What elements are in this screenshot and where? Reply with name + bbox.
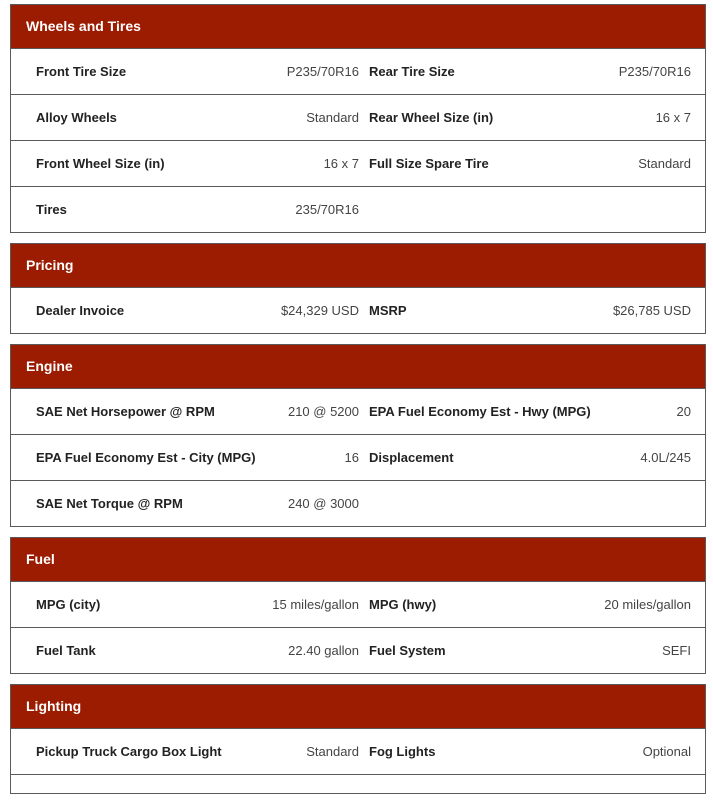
- spec-label: Front Wheel Size (in): [36, 156, 165, 171]
- spec-row-cutoff: [11, 774, 705, 793]
- spec-label: Fuel System: [369, 643, 446, 658]
- spec-value: Optional: [642, 744, 691, 759]
- spec-label: Pickup Truck Cargo Box Light: [36, 744, 222, 759]
- spec-cell: [359, 110, 691, 125]
- section-title: Fuel: [11, 538, 705, 581]
- spec-value: Standard: [306, 744, 359, 759]
- spec-row: [11, 728, 705, 774]
- spec-cell: [11, 643, 359, 658]
- spec-label: Rear Wheel Size (in): [369, 110, 494, 125]
- spec-cell: [359, 597, 691, 612]
- spec-value: 16: [344, 450, 359, 465]
- spec-value: Standard: [306, 110, 359, 125]
- spec-label: MSRP: [369, 303, 407, 318]
- spec-row: [11, 581, 705, 627]
- spec-label: Tires: [36, 202, 67, 217]
- spec-cell: [11, 303, 359, 318]
- spec-label: Full Size Spare Tire: [369, 156, 489, 171]
- spec-value: 240 @ 3000: [287, 496, 359, 511]
- spec-label: EPA Fuel Economy Est - City (MPG): [36, 450, 256, 465]
- spec-row: [11, 388, 705, 434]
- spec-cell: [359, 64, 691, 79]
- spec-cell: [11, 744, 359, 759]
- spec-value: 16 x 7: [323, 156, 359, 171]
- spec-value: 20 miles/gallon: [604, 597, 691, 612]
- spec-value: 210 @ 5200: [287, 404, 359, 419]
- spec-label: MPG (hwy): [369, 597, 437, 612]
- spec-label: SAE Net Horsepower @ RPM: [36, 404, 215, 419]
- spec-cell: [359, 744, 691, 759]
- section-engine: [10, 344, 706, 527]
- section-fuel: [10, 537, 706, 674]
- section-title: Engine: [11, 345, 705, 388]
- spec-value: 20: [676, 404, 691, 419]
- spec-value: P235/70R16: [618, 64, 691, 79]
- spec-cell: [11, 156, 359, 171]
- spec-label: SAE Net Torque @ RPM: [36, 496, 183, 511]
- section-title: Lighting: [11, 685, 705, 728]
- spec-row: [11, 140, 705, 186]
- spec-label: Alloy Wheels: [36, 110, 117, 125]
- section-pricing: [10, 243, 706, 334]
- spec-cell: [11, 404, 359, 419]
- spec-row: [11, 287, 705, 333]
- spec-cell: [11, 597, 359, 612]
- spec-cell: [359, 156, 691, 171]
- spec-value: 22.40 gallon: [288, 643, 359, 658]
- spec-cell: [359, 643, 691, 658]
- spec-row: [11, 48, 705, 94]
- spec-cell: [11, 202, 359, 217]
- spec-value: $26,785 USD: [612, 303, 691, 318]
- spec-label: Rear Tire Size: [369, 64, 455, 79]
- spec-cell: [359, 404, 691, 419]
- spec-value: P235/70R16: [286, 64, 359, 79]
- section-wheels-and-tires: [10, 4, 706, 233]
- spec-cell: [11, 110, 359, 125]
- spec-row: [11, 186, 705, 232]
- spec-value: Standard: [638, 156, 691, 171]
- spec-cell: [359, 303, 691, 318]
- spec-label: Fog Lights: [369, 744, 436, 759]
- spec-sheet: [10, 4, 706, 804]
- spec-value: SEFI: [662, 643, 691, 658]
- spec-cell: [11, 64, 359, 79]
- spec-cell: [11, 496, 359, 511]
- spec-value: 16 x 7: [655, 110, 691, 125]
- spec-label: Fuel Tank: [36, 643, 96, 658]
- spec-label: EPA Fuel Economy Est - Hwy (MPG): [369, 404, 591, 419]
- spec-label: Displacement: [369, 450, 454, 465]
- spec-label: Dealer Invoice: [36, 303, 125, 318]
- spec-value: $24,329 USD: [280, 303, 359, 318]
- spec-row: [11, 94, 705, 140]
- spec-cell: [11, 450, 359, 465]
- spec-value: 235/70R16: [295, 202, 359, 217]
- spec-row: [11, 434, 705, 480]
- spec-value: 4.0L/245: [640, 450, 691, 465]
- spec-cell: [359, 450, 691, 465]
- section-title: Wheels and Tires: [11, 5, 705, 48]
- spec-value: 15 miles/gallon: [272, 597, 359, 612]
- spec-label: Front Tire Size: [36, 64, 127, 79]
- section-title: Pricing: [11, 244, 705, 287]
- spec-row: [11, 627, 705, 673]
- section-lighting: [10, 684, 706, 794]
- spec-label: MPG (city): [36, 597, 101, 612]
- spec-row: [11, 480, 705, 526]
